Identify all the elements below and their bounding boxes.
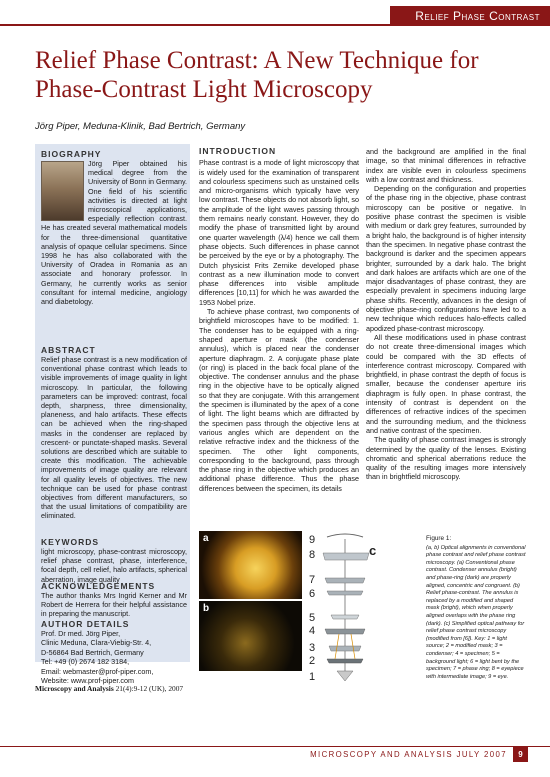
diagram-number: 5 xyxy=(309,612,316,624)
diagram-number: 9 xyxy=(309,534,316,546)
footer-journal: MICROSCOPY AND ANALYSIS JULY 2007 xyxy=(310,750,507,759)
diagram-number: 6 xyxy=(309,588,316,600)
sidebar xyxy=(35,144,190,686)
citation-journal: Microscopy and Analysis xyxy=(35,684,114,693)
author-line: Tel: +49 (0) 2674 182 3184, xyxy=(41,657,130,667)
section-tab xyxy=(390,6,550,26)
figure-caption-title: Figure 1: xyxy=(426,535,452,542)
author-details-section xyxy=(41,619,187,685)
figure-caption-text: (a, b) Optical alignments in conventional phase contrast and relief phase contrast microscopy. (a) Conventional phase contrast. Condenser annulus (bright) and phase-ring (dark) are properly aligned, concentric and congruent. (b) Relief phase-contrast. The annulus is replaced by a modified and shaped mask (bright), which when properly aligned overlaps with the phase ring (dark). (c) Simplified optical pathway for relief phase contrast microscopy (modified from [6]). Key: 1 = light source; 2 = modified mask; 3 = condenser; 4 = specimen; 5 = background light; 6 = light bent by the specimen; 7 = phase ring; 8 = eyepiece with intermediate image; 9 = eye. xyxy=(426,544,526,680)
intro-paragraph: To achieve phase contrast, two components of brightfield microscopes have to be modified: 1. The condenser has to be equipped with a ring-shaped aperture or mask (the condenser annulus), which is placed near the condenser aperture diaphragm. 2. A conjugate phase plate (or ring) is placed in the back focal plane of the objective. The condenser annulus and the phase ring in the objective have to be optically aligned so that they are conjugate. With this arrangement the specimen is illuminated by the apex of a cone of light. The light beams which are diffracted by the specimen pass through the objective lens at various angles which are dependent on the relative refractive index and the thickness of the specimen. The other light components, corresponding to the background, pass through the phase ring in the objective which produces an additional phase difference. Thus the phase differences between the specimen, its details xyxy=(199,307,359,493)
intro-paragraph: Phase contrast is a mode of light microscopy that is widely used for the examination of transparent and colourless specimens such as unstained cells and micro-organisms which typically have very low contrast. These objects do not absorb light, so the amplitude of the light waves passing through them remains nearly constant. However, they do modify the phase of transmitted light by around one quarter wavelength (λ/4) hence we call them phase objects. Such differences in phase cannot be perceived by the eye or by a photography. The Dutch physicist Frits Zernike developed phase contrast as a new illumination mode to convert phase differences into visible amplitude differences [10,11] for which he was awarded the 1953 Nobel prize. xyxy=(199,158,359,307)
acknowledgements-heading: ACKNOWLEDGEMENTS xyxy=(41,581,156,591)
abstract-text: Relief phase contrast is a new modification of conventional phase contrast which leads to visible improvements of image quality in light microscopy. In particular, the following parameters can be improved: contrast, focal depth, sharpness, three dimensionality, planeness, and halo artifacts. These effects can be achieved when the ring-shaped masks in the condenser are replaced by crescent- or punctate-shaped masks. Several solutions are described which are suitable to create this modification. The achievable improvements of image quality are relevant for all quality levels of objectives. The new technique can be used for phase contrast objectives from different manufacturers, so that the usual limitations of compatibility are eliminated. xyxy=(41,355,187,521)
intro-paragraph: The quality of phase contrast images is strongly determined by the quality of the lenses. Existing chromatic and spherical aberrations reduce the quality of the resulting images more intensively than in brightfield microscopy. xyxy=(366,435,526,482)
figure-caption xyxy=(426,535,526,681)
diagram-number: 2 xyxy=(309,655,316,667)
figure-label-b: b xyxy=(203,603,210,614)
author-details xyxy=(41,629,187,685)
diagram-number: 7 xyxy=(309,574,316,586)
biography-section xyxy=(41,149,187,306)
footer-line xyxy=(0,746,550,747)
keywords-section xyxy=(41,537,187,584)
author-line: Clinic Meduna, Clara-Viebig-Str. 4, xyxy=(41,638,152,648)
author-line: Prof. Dr med. Jörg Piper, xyxy=(41,629,121,638)
citation-ref: 21(4):9-12 (UK), 2007 xyxy=(115,684,184,693)
intro-paragraph: and the background are amplified in the final image, so that minimal differences in refractive index are visible even in colourless specimens with a low contrast and thickness. xyxy=(366,147,526,184)
optical-pathway-diagram xyxy=(307,531,422,684)
biography-heading: BIOGRAPHY xyxy=(41,149,102,159)
abstract-section xyxy=(41,345,187,521)
light-plate xyxy=(331,615,359,619)
section-label: Relief Phase Contrast xyxy=(415,9,540,23)
author-website[interactable]: Website: www.prof-piper.com xyxy=(41,676,134,686)
eyepiece-plate xyxy=(323,553,369,560)
figure-1 xyxy=(199,531,424,684)
intro-column-1 xyxy=(199,147,359,493)
intro-column-2 xyxy=(366,147,526,482)
phase-ring-plate xyxy=(325,578,365,583)
intro-paragraph: All these modifications used in phase contrast do not create three-dimensional images which could be compared with the 3D effects of interference contrast microscopy. Compared with brightfield, in phase contrast the depth of focus is smaller, because the condenser aperture iris diaphragm is fully open. In phase contrast, the intensity of contrast is dependent on the differences of refractive indices of the specimen and the surrounding medium, and the thickness and native contrast of the specimen. xyxy=(366,332,526,435)
light-source-shape xyxy=(337,671,353,681)
author-email[interactable]: Email: webmaster@prof-piper.com, xyxy=(41,666,154,676)
acknowledgements-text: The author thanks Mrs Ingrid Kerner and Mr Robert de Herrera for their helpful assistance in preparing the manuscript. xyxy=(41,591,187,619)
specimen-plate xyxy=(325,629,365,634)
article-title: Relief Phase Contrast: A New Technique for Phase-Contrast Light Microscopy xyxy=(35,47,479,103)
mask-plate xyxy=(327,659,363,663)
author-line: D-56864 Bad Bertrich, Germany xyxy=(41,647,144,657)
condenser-plate xyxy=(329,646,361,651)
eye-shape xyxy=(327,534,363,537)
article-authors: Jörg Piper, Meduna-Klinik, Bad Bertrich, Germany xyxy=(35,121,246,132)
intro-heading: INTRODUCTION xyxy=(199,146,277,156)
biography-text xyxy=(41,159,187,306)
figure-photo-a xyxy=(199,531,302,599)
figure-label-c: c xyxy=(369,543,377,558)
biography-body: Jörg Piper obtained his medical degree from the University of Bonn in Germany. One field of his scientific activities is directed at light microscopical applications, especially reflection contrast. He has created several mathematical models for the three-dimensional quantitative analysis of opaque cellular specimens. Since 1998 he has also collaborated with the University of Oradea in Romania as an associate and honorary professor. In Germany, he currently works as senior consultant for internal medicine, angiology and diabetology. xyxy=(41,159,187,307)
figure-photo-b xyxy=(199,601,302,671)
keywords-text: light microscopy, phase-contrast microscopy, relief phase contrast, phase, interference, focal depth, cell relief, halo artifacts, spherical aberration, image quality xyxy=(41,547,187,584)
page-number: 9 xyxy=(513,747,528,762)
author-details-heading: AUTHOR DETAILS xyxy=(41,619,130,629)
abstract-heading: ABSTRACT xyxy=(41,345,96,355)
keywords-heading: KEYWORDS xyxy=(41,537,100,547)
objective-plate xyxy=(327,591,363,595)
intro-paragraph: Depending on the configuration and properties of the phase ring in the objective, phase contrast microscopy can be positive or negative. In positive phase contrast the specimen is visible with medium or dark grey features, surrounded by a bright halo, the background is of higher intensity than the specimen. In negative phase contrast the background is darker and the specimen appears brighter, surrounded by a dark halo. The bright and dark haloes are artifacts which are one of the major disadvantages of phase contrast, they are especially prevalent in specimens inducing large phase shifts. Recently, advances in the design of objective phase-ring configurations have led to a new technique which reduces halo-effects called apodized phase-contrast microscopy. xyxy=(366,184,526,333)
author-photo xyxy=(41,161,84,221)
header-rule xyxy=(0,0,550,33)
diagram-number: 3 xyxy=(309,642,316,654)
diagram-number: 1 xyxy=(309,671,316,683)
diagram-number: 4 xyxy=(309,625,316,637)
acknowledgements-section xyxy=(41,581,187,619)
footer xyxy=(0,746,550,764)
citation xyxy=(35,684,183,693)
diagram-number: 8 xyxy=(309,549,316,561)
figure-label-a: a xyxy=(203,533,209,544)
